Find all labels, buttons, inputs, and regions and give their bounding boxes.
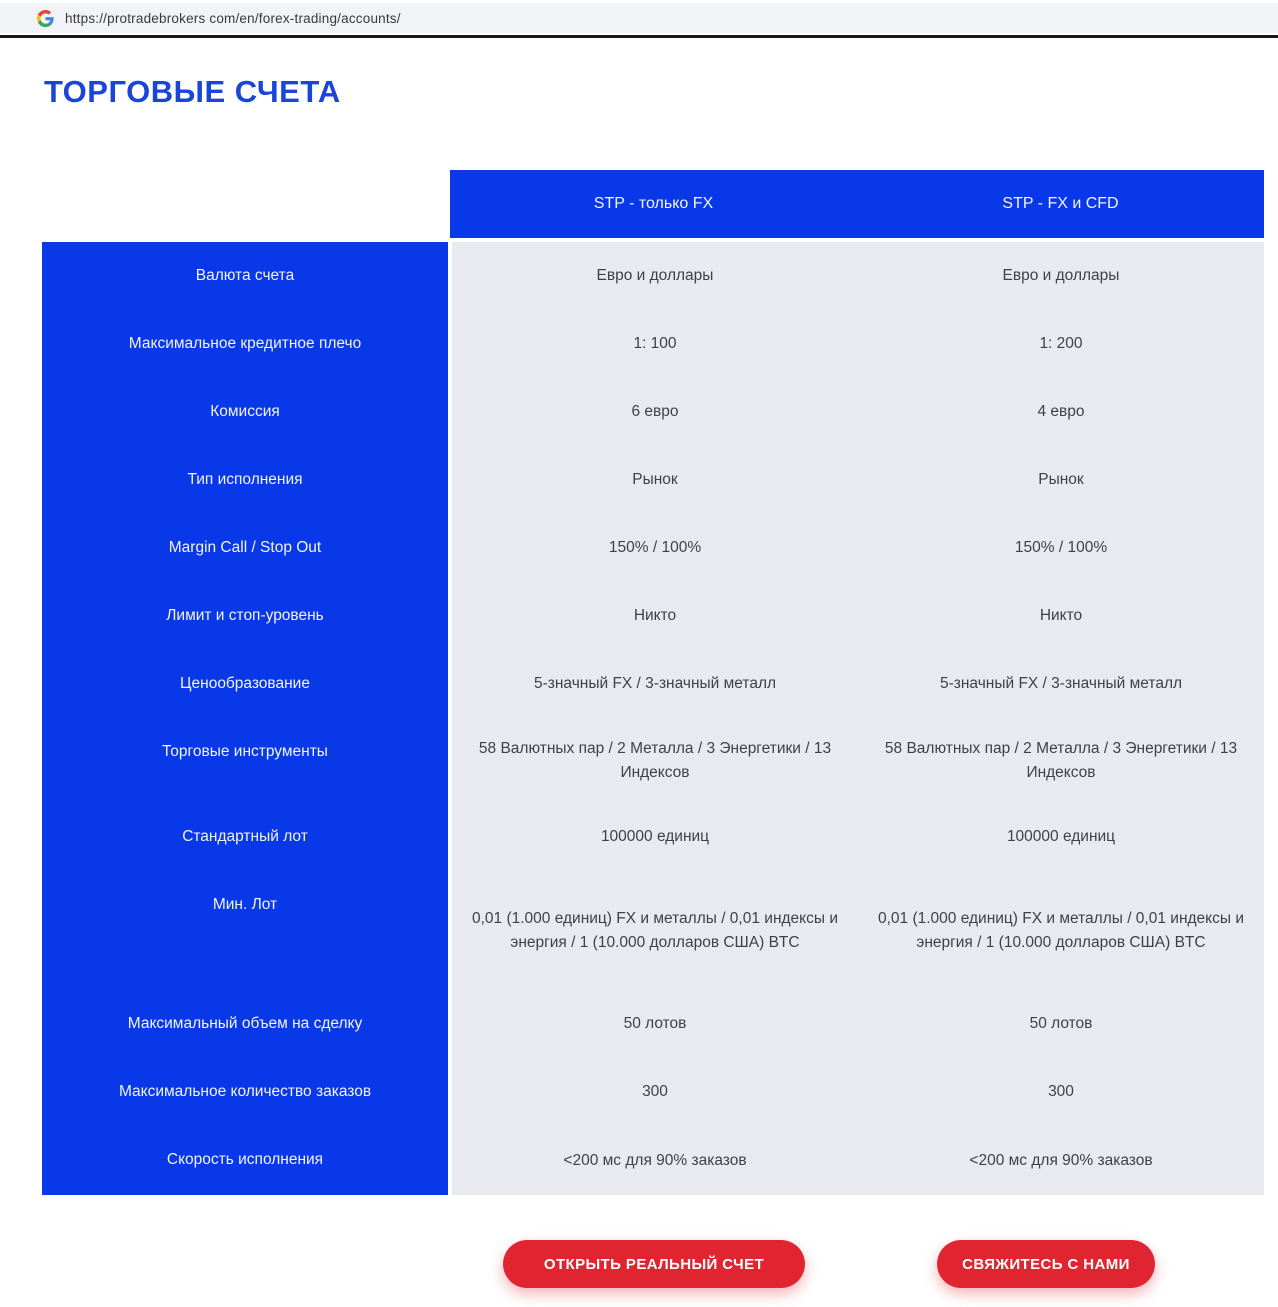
table-row [452, 514, 1264, 582]
table-row [452, 718, 1264, 803]
row-label-max-leverage: Максимальное кредитное плечо [128, 335, 362, 352]
table-row [452, 310, 1264, 378]
cell-value: 50 лотов [623, 1015, 687, 1032]
table-row [452, 650, 1264, 718]
cell-value: Никто [633, 607, 677, 624]
table-row [452, 378, 1264, 446]
cell-value: 100000 единиц [1006, 828, 1116, 845]
row-label-min-lot: Мин. Лот [212, 896, 278, 913]
table-row [452, 803, 1264, 871]
cell-value: 0,01 (1.000 единиц) FX и металлы / 0,01 индексы и энергия / 1 (10.000 долларов США) BTC [878, 909, 1244, 951]
cell-value: 100000 единиц [600, 828, 710, 845]
cell-value: 58 Валютных пар / 2 Металла / 3 Энергетики / 13 Индексов [478, 739, 832, 781]
row-label-execution-speed: Скорость исполнения [166, 1151, 324, 1168]
table-row [452, 582, 1264, 650]
row-label-standard-lot: Стандартный лот [182, 828, 308, 845]
cell-value: 5-значный FX / 3-значный металл [533, 675, 777, 692]
table-row [452, 1126, 1264, 1195]
cell-value: 1: 200 [1039, 335, 1083, 352]
page-title: ТОРГОВЫЕ СЧЕТА [44, 74, 341, 109]
cell-value: 58 Валютных пар / 2 Металла / 3 Энергетики / 13 Индексов [884, 739, 1238, 781]
cell-value: Рынок [632, 471, 678, 488]
row-label-account-currency: Валюта счета [195, 267, 295, 284]
cell-value: 300 [642, 1083, 668, 1100]
cell-value: 6 евро [631, 403, 679, 420]
cell-value: 150% / 100% [1014, 539, 1108, 556]
open-real-account-button[interactable]: ОТКРЫТЬ РЕАЛЬНЫЙ СЧЕТ [503, 1240, 805, 1288]
row-label-margin-call: Margin Call / Stop Out [168, 539, 322, 556]
row-label-execution-type: Тип исполнения [187, 471, 303, 488]
cell-value: 300 [1048, 1083, 1074, 1100]
row-label-max-orders: Максимальное количество заказов [118, 1083, 372, 1100]
cell-value: Рынок [1038, 471, 1084, 488]
row-label-max-volume: Максимальный объем на сделку [127, 1015, 363, 1032]
table-row [452, 1058, 1264, 1126]
table-body [452, 242, 1264, 1195]
address-bar[interactable] [0, 3, 1278, 33]
table-row [452, 990, 1264, 1058]
table-row-labels [42, 242, 448, 1195]
contact-us-button[interactable]: СВЯЖИТЕСЬ С НАМИ [937, 1240, 1155, 1288]
row-label-instruments: Торговые инструменты [162, 743, 328, 760]
row-label-commission: Комиссия [210, 403, 280, 420]
cell-value: 4 евро [1037, 403, 1085, 420]
cell-value: 50 лотов [1029, 1015, 1093, 1032]
google-g-icon [37, 10, 54, 27]
cell-value: Никто [1039, 607, 1083, 624]
table-column-header [450, 170, 1264, 238]
table-row [452, 446, 1264, 514]
table-row [452, 242, 1264, 310]
column-header-stp-fx-cfd: STP - FX и CFD [1002, 195, 1119, 212]
cell-value: Евро и доллары [596, 267, 714, 284]
chrome-divider [0, 35, 1278, 38]
cell-value: Евро и доллары [1002, 267, 1120, 284]
row-label-limit-stop-level: Лимит и стоп-уровень [166, 607, 324, 624]
browser-chrome [0, 0, 1278, 38]
cell-value: <200 мс для 90% заказов [969, 1151, 1153, 1169]
cell-value: <200 мс для 90% заказов [563, 1151, 747, 1169]
cell-value: 0,01 (1.000 единиц) FX и металлы / 0,01 индексы и энергия / 1 (10.000 долларов США) BTC [472, 909, 838, 951]
cell-value: 150% / 100% [608, 539, 702, 556]
row-label-pricing: Ценообразование [180, 675, 310, 692]
cell-value: 1: 100 [633, 335, 677, 352]
url-text: https://protradebrokers com/en/forex-trading/accounts/ [65, 10, 401, 26]
table-row [452, 871, 1264, 990]
cell-value: 5-значный FX / 3-значный металл [939, 675, 1183, 692]
column-header-stp-fx: STP - только FX [593, 195, 714, 212]
